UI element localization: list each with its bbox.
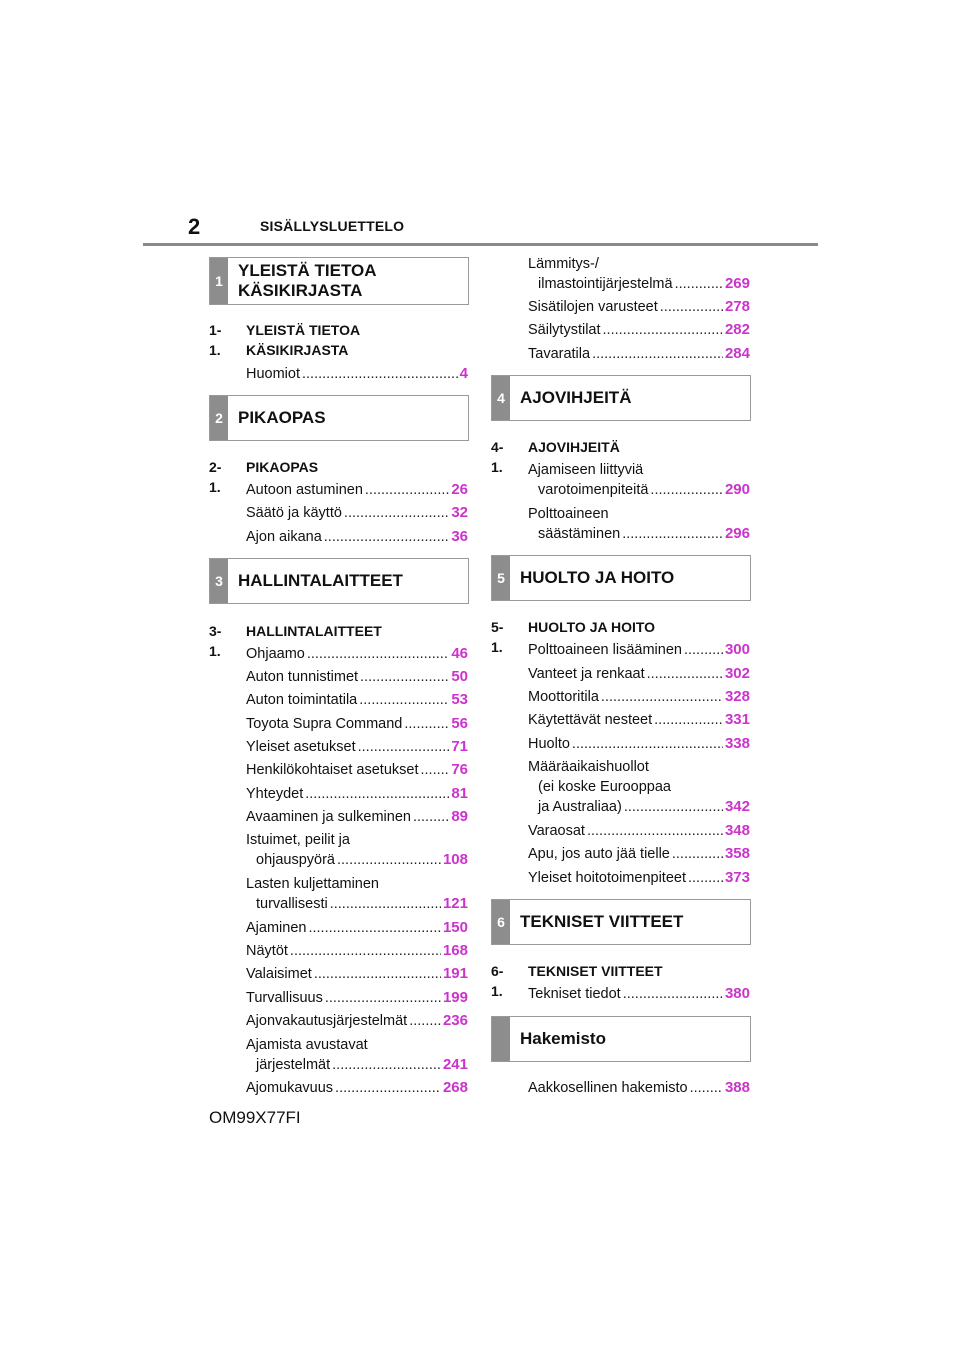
page-reference: 269 [724,275,750,292]
toc-entry[interactable]: Huomiot ..... 4 [246,364,468,384]
toc-entry[interactable]: Lämmitys-/ ilmastointijärjestelmä ..... 269 [528,254,750,294]
index-chapter-box[interactable] [491,1016,751,1062]
page-reference: 191 [442,965,468,982]
page-reference: 81 [451,785,468,802]
chapter-6-box[interactable] [491,899,751,945]
page-reference: 348 [724,822,750,839]
toc-entry[interactable]: Ajamiseen liittyviä varotoimenpiteitä ..... 290 [528,460,750,500]
toc-entry[interactable]: Sisätilojen varusteet ..... 278 [528,297,750,317]
toc-entry[interactable]: Yleiset hoitotoimenpiteet ..... 373 [528,868,750,888]
page-reference: 331 [724,711,750,728]
page-reference: 328 [724,688,750,705]
chapter-5-box[interactable] [491,555,751,601]
page-reference: 168 [442,942,468,959]
page-reference: 282 [724,321,750,338]
toc-entry[interactable]: Vanteet ja renkaat ..... 302 [528,664,750,684]
toc-entry[interactable]: Tavaratila ..... 284 [528,344,750,364]
toc-entry[interactable]: Ajaminen ..... 150 [246,918,468,938]
header-rule [143,243,818,246]
page-reference: 56 [451,715,468,732]
page-number: 2 [188,214,201,239]
toc-entry[interactable]: Toyota Supra Command ..... 56 [246,714,468,734]
toc-entry[interactable]: Polttoaineen säästäminen ..... 296 [528,504,750,544]
chapter-number-tab: 5 [492,556,510,600]
page-reference: 380 [724,985,750,1002]
page-reference: 373 [724,869,750,886]
chapter-title: AJOVIHJEITÄ [520,388,632,407]
chapter-number-tab [492,1017,510,1061]
toc-entry[interactable]: Polttoaineen lisääminen ..... 300 [528,640,750,660]
page-reference: 296 [724,525,750,542]
chapter-number-tab: 3 [210,559,228,603]
toc-entry[interactable]: Turvallisuus ..... 199 [246,988,468,1008]
toc-entry[interactable]: Avaaminen ja sulkeminen ..... 89 [246,807,468,827]
page-reference: 241 [442,1056,468,1073]
toc-entry[interactable]: Valaisimet ..... 191 [246,964,468,984]
chapter-number-tab: 4 [492,376,510,420]
chapter-title: TEKNISET VIITTEET [520,912,684,931]
page-reference: 290 [724,481,750,498]
toc-entry[interactable]: Säätö ja käyttö ..... 32 [246,503,468,523]
page-reference: 36 [451,528,468,545]
page-reference: 268 [442,1079,468,1096]
page-reference: 300 [724,641,750,658]
page-reference: 302 [724,665,750,682]
page-reference: 338 [724,735,750,752]
chapter-number-tab: 6 [492,900,510,944]
toc-entry[interactable]: Näytöt ..... 168 [246,941,468,961]
toc-entry[interactable]: Aakkosellinen hakemisto ..... 388 [528,1078,750,1098]
running-head-title: SISÄLLYSLUETTELO [260,218,405,234]
chapter-2-box[interactable] [209,395,469,441]
toc-entry[interactable]: Käytettävät nesteet ..... 331 [528,710,750,730]
page-reference: 150 [442,919,468,936]
toc-entry[interactable]: Säilytystilat ..... 282 [528,320,750,340]
toc-entry[interactable]: Varaosat ..... 348 [528,821,750,841]
toc-entry[interactable]: Yleiset asetukset ..... 71 [246,737,468,757]
toc-entry[interactable]: Istuimet, peilit ja ohjauspyörä ..... 108 [246,830,468,870]
page-reference: 46 [451,645,468,662]
toc-entry[interactable]: Huolto ..... 338 [528,734,750,754]
page-reference: 50 [451,668,468,685]
page-reference: 284 [724,345,750,362]
toc-entry[interactable]: Henkilökohtaiset asetukset ..... 76 [246,760,468,780]
toc-entry[interactable]: Ajamista avustavat järjestelmät ..... 241 [246,1035,468,1075]
chapter-4-box[interactable] [491,375,751,421]
page-reference: 71 [451,738,468,755]
toc-entry[interactable]: Ohjaamo ..... 46 [246,644,468,664]
chapter-3-box[interactable] [209,558,469,604]
toc-entry[interactable]: Ajomukavuus ..... 268 [246,1078,468,1098]
page-reference: 4 [459,365,468,382]
chapter-title: Hakemisto [520,1029,606,1048]
chapter-title: HALLINTALAITTEET [238,571,403,590]
page-reference: 26 [451,481,468,498]
page-reference: 53 [451,691,468,708]
chapter-number-tab: 2 [210,396,228,440]
page-reference: 89 [451,808,468,825]
page-reference: 342 [724,798,750,815]
page-reference: 388 [724,1079,750,1096]
page-reference: 108 [442,851,468,868]
toc-entry[interactable]: Yhteydet ..... 81 [246,784,468,804]
toc-entry[interactable]: Autoon astuminen ..... 26 [246,480,468,500]
toc-entry[interactable]: Auton toimintatila ..... 53 [246,690,468,710]
chapter-1-box[interactable] [209,257,469,305]
page-reference: 358 [724,845,750,862]
chapter-number-tab: 1 [210,258,228,304]
toc-entry[interactable]: Auton tunnistimet ..... 50 [246,667,468,687]
toc-entry[interactable]: Tekniset tiedot ..... 380 [528,984,750,1004]
toc-entry[interactable]: Ajon aikana ..... 36 [246,527,468,547]
toc-entry[interactable]: Ajonvakautusjärjestelmät ..... 236 [246,1011,468,1031]
page-reference: 121 [442,895,468,912]
page-reference: 76 [451,761,468,778]
page-reference: 278 [724,298,750,315]
chapter-title: YLEISTÄ TIETOA KÄSIKIRJASTA [238,261,377,300]
manual-code: OM99X77FI [209,1108,301,1127]
page-reference: 236 [442,1012,468,1029]
chapter-title: PIKAOPAS [238,408,326,427]
page-reference: 199 [442,989,468,1006]
toc-entry[interactable]: Määräaikaishuollot (ei koske Eurooppaa ja Australiaa) ..... 342 [528,757,750,817]
toc-entry[interactable]: Apu, jos auto jää tielle ..... 358 [528,844,750,864]
chapter-title: HUOLTO JA HOITO [520,568,675,587]
toc-entry[interactable]: Lasten kuljettaminen turvallisesti ..... 121 [246,874,468,914]
toc-entry[interactable]: Moottoritila ..... 328 [528,687,750,707]
page-reference: 32 [451,504,468,521]
